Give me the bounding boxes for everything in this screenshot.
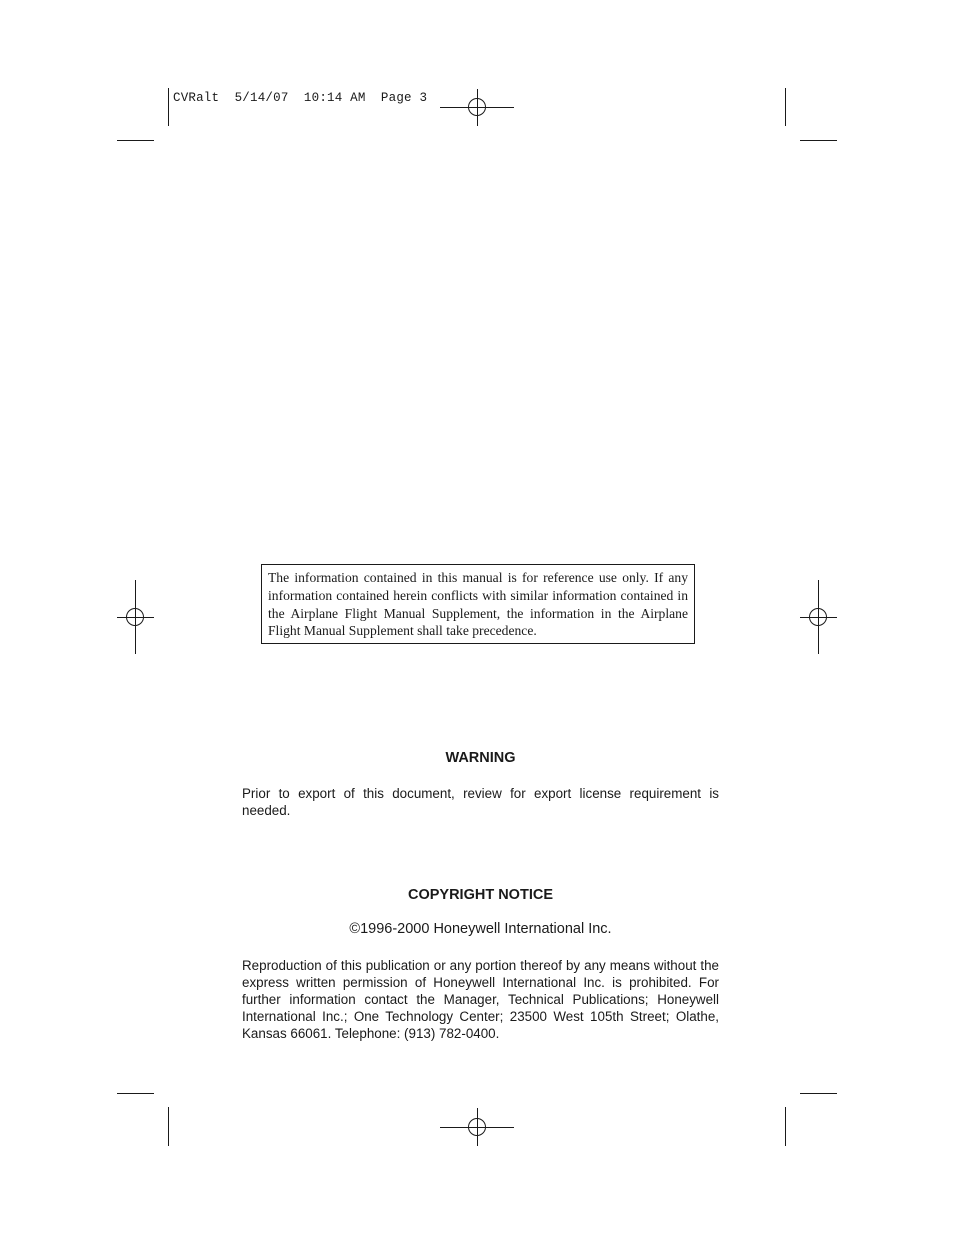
reference-notice-box xyxy=(261,564,695,644)
warning-heading: WARNING xyxy=(445,750,516,766)
crop-mark-bottom-right xyxy=(786,1094,838,1147)
warning-body: Prior to export of this document, review for export license requirement is needed. xyxy=(242,786,719,818)
crop-mark-top-left xyxy=(117,88,169,141)
crop-mark-bottom-left xyxy=(117,1094,169,1147)
reference-notice-text: The information contained in this manual is for reference use only. If any information contained herein conflicts with similar information contained in the Airplane Flight Manual Supplement, the information in the Airplane Flight Manual Supplement shall take precedence. xyxy=(268,570,688,639)
copyright-body: Reproduction of this publication or any portion thereof by any means without the express written permission of Honeywell International Inc. is prohibited. For further information contact the Manager, Technical Publications; Honeywell International Inc.; One Technology Center; 23500 West 105th Street; Olathe, Kansas 66061. Telephone: (913) 782-0400. xyxy=(242,958,719,1041)
printer-slug-line: CVRalt 5/14/07 10:14 AM Page 3 xyxy=(173,91,428,105)
copyright-line: ©1996-2000 Honeywell International Inc. xyxy=(349,921,612,937)
registration-mark-right xyxy=(800,580,837,654)
registration-mark-top xyxy=(440,89,514,126)
registration-mark-left xyxy=(117,580,154,654)
registration-mark-bottom xyxy=(440,1108,514,1146)
crop-mark-top-right xyxy=(786,88,838,141)
copyright-heading: COPYRIGHT NOTICE xyxy=(407,887,553,903)
